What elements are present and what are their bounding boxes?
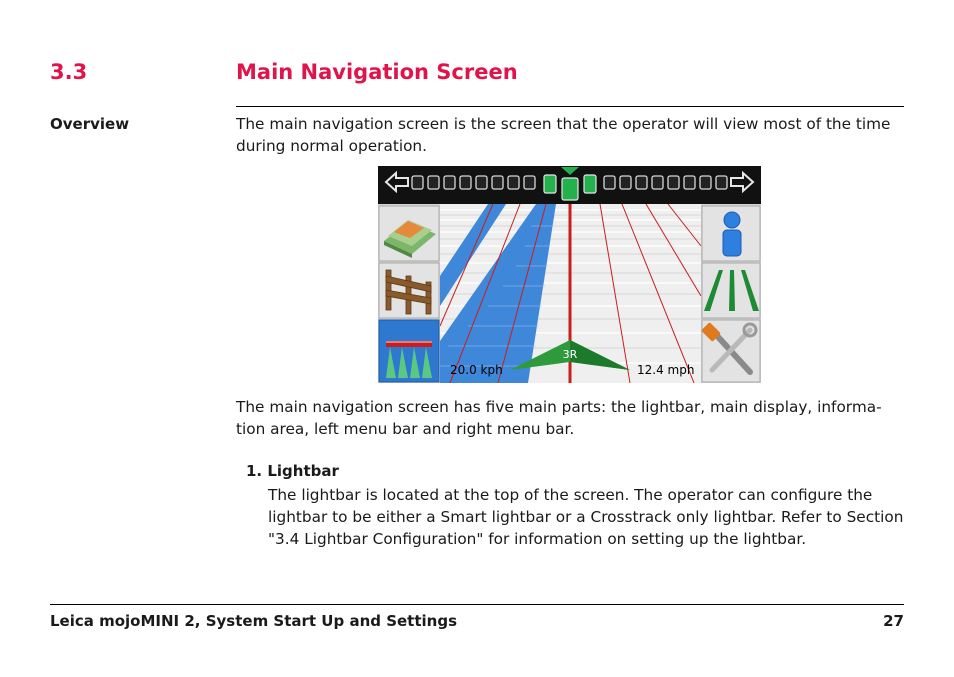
row-label: 3R [562, 348, 578, 361]
operator-info-icon[interactable] [723, 212, 741, 256]
lightbar-center-segment [562, 178, 578, 200]
speed-left: 20.0 kph [450, 363, 503, 377]
page-number: 27 [883, 612, 904, 630]
footer-rule [50, 604, 904, 605]
main-navigation-screenshot [378, 166, 761, 383]
lightbar-heading: 1. Lightbar [246, 462, 339, 480]
section-number: 3.3 [50, 60, 88, 84]
header-rule [236, 106, 904, 107]
section-title: Main Navigation Screen [236, 60, 518, 84]
parts-text: The main navigation screen has five main parts: the lightbar, main display, informa-tion area, left menu bar and right menu bar. [236, 398, 882, 438]
speed-right: 12.4 mph [637, 363, 695, 377]
lightbar [378, 166, 761, 204]
left-menu-bar [378, 204, 440, 383]
overview-label: Overview [50, 115, 130, 133]
lightbar-description: The lightbar is located at the top of the screen. The operator can configure the lightbar to be either a Smart lightbar or a Crosstrack only lightbar. Refer to Section "3.4 Lightbar Configuration" for information on setting up the lightbar. [268, 486, 904, 548]
footer-title: Leica mojoMINI 2, System Start Up and Settings [50, 612, 458, 630]
right-menu-bar [701, 204, 761, 383]
overview-text: The main navigation screen is the screen that the operator will view most of the time during normal operation. [236, 115, 891, 155]
main-display [440, 196, 701, 383]
